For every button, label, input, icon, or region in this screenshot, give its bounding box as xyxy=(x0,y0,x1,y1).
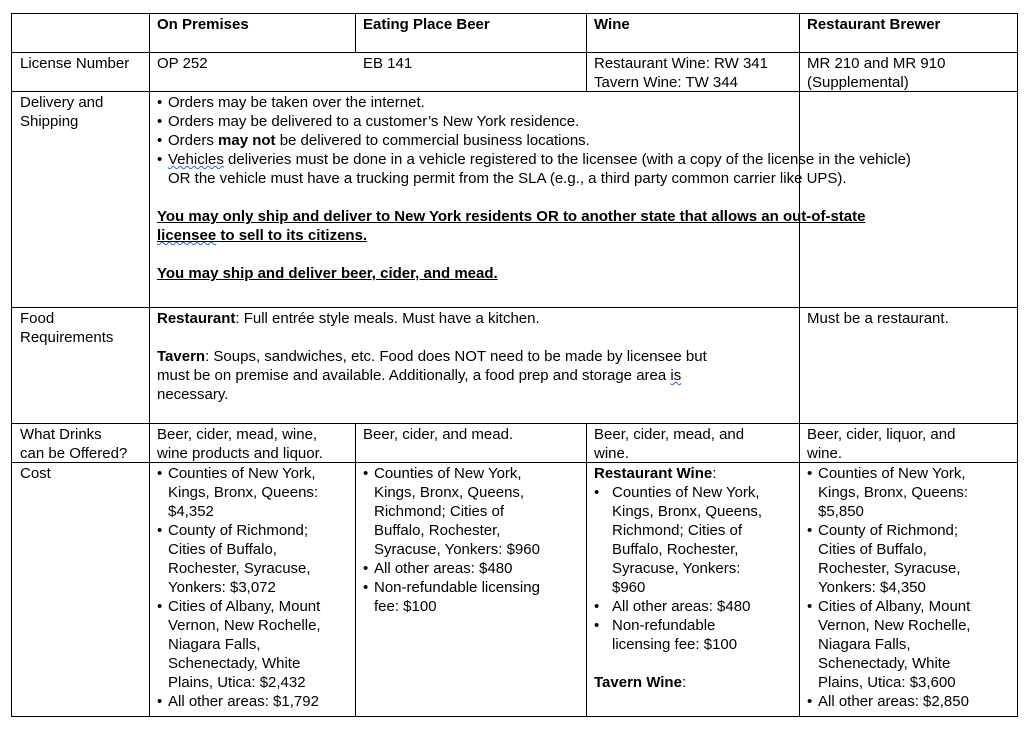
cost-line: Cities of Buffalo, xyxy=(818,541,927,558)
cost-line: • Counties of New York, xyxy=(612,484,760,501)
cost-on-premises xyxy=(157,464,321,711)
shipping-notice: You may ship and deliver beer, cider, and mead. xyxy=(157,265,498,282)
food-label: Tavern xyxy=(157,348,206,365)
list-item-text: Orders may be taken over the internet. xyxy=(168,94,425,111)
spellcheck-word: Vehicles xyxy=(168,151,224,168)
row-label-line: Requirements xyxy=(20,329,114,346)
drinks-wine xyxy=(594,425,744,463)
row-divider xyxy=(11,13,1018,14)
cost-item xyxy=(807,464,971,521)
cost-line: Yonkers: $4,350 xyxy=(818,579,926,596)
food-tavern xyxy=(157,347,793,404)
food-brewer: Must be a restaurant. xyxy=(807,310,949,327)
row-label-line: Food xyxy=(20,310,55,327)
cost-item xyxy=(594,616,762,654)
cost-line: • County of Richmond; xyxy=(818,522,959,539)
cost-list xyxy=(807,464,971,711)
cost-line: Vernon, New Rochelle, xyxy=(818,617,971,634)
cost-line: Schenectady, White xyxy=(168,655,301,672)
cost-item xyxy=(594,597,762,616)
cost-line: $5,850 xyxy=(818,503,864,520)
cost-line: Niagara Falls, xyxy=(818,636,911,653)
food-content xyxy=(157,309,793,404)
notice-text: to sell to its citizens. xyxy=(216,227,368,244)
colon: : xyxy=(681,674,687,691)
cost-line: Vernon, New Rochelle, xyxy=(168,617,321,634)
cost-subheading: Tavern Wine xyxy=(594,674,682,691)
list-item xyxy=(157,112,1012,131)
header-wine: Wine xyxy=(594,16,630,33)
row-label-line: What Drinks xyxy=(20,426,102,443)
list-item-line xyxy=(168,150,1012,169)
license-wine-line: Restaurant Wine: RW 341 xyxy=(594,55,768,72)
row-label-cost: Cost xyxy=(20,465,51,482)
column-divider xyxy=(355,13,356,52)
colon: : xyxy=(712,465,717,482)
cost-line: Schenectady, White xyxy=(818,655,951,672)
cost-wine-heading xyxy=(594,673,762,692)
list-item-text: be delivered to commercial business locations. xyxy=(275,132,590,149)
list-item xyxy=(157,150,1012,188)
drinks-line: Beer, cider, mead, and xyxy=(594,426,745,443)
license-wine-line: Tavern Wine: TW 344 xyxy=(594,74,738,91)
license-brewer-line: (Supplemental) xyxy=(807,74,909,91)
cost-line: Kings, Bronx, Queens: xyxy=(168,484,319,501)
notice-line: You may only ship and deliver to New York residents OR to another state that allows an out-of-state xyxy=(157,208,866,225)
license-restaurant-brewer xyxy=(807,54,945,92)
cost-item xyxy=(157,521,321,597)
header-eating-place-beer: Eating Place Beer xyxy=(363,16,490,33)
cost-item xyxy=(363,578,540,616)
column-divider xyxy=(586,423,587,716)
cost-line: Kings, Bronx, Queens, xyxy=(374,484,525,501)
row-divider xyxy=(11,307,1018,308)
cost-line: • County of Richmond; xyxy=(168,522,309,539)
license-on-premises: OP 252 xyxy=(157,55,208,72)
cost-line: Syracuse, Yonkers: $960 xyxy=(374,541,540,558)
list-item-line: OR the vehicle must have a trucking permit from the SLA (e.g., a third party common carrier like UPS). xyxy=(168,170,847,187)
food-line xyxy=(157,347,793,366)
cost-list xyxy=(157,464,321,711)
license-eating-place-beer: EB 141 xyxy=(363,55,413,72)
cost-line: Kings, Bronx, Queens, xyxy=(612,503,763,520)
cost-line: Buffalo, Rochester, xyxy=(374,522,501,539)
license-brewer-line: MR 210 and MR 910 xyxy=(807,55,946,72)
food-text: : Soups, sandwiches, etc. Food does NOT need to be made by licensee but xyxy=(205,348,707,365)
cost-list xyxy=(594,483,762,654)
cost-line: Plains, Utica: $3,600 xyxy=(818,674,956,691)
cost-item xyxy=(157,692,321,711)
table-border-bottom xyxy=(11,716,1018,717)
cost-line: $960 xyxy=(612,579,646,596)
drinks-restaurant-brewer xyxy=(807,425,955,463)
delivery-list xyxy=(157,93,1012,188)
spacer xyxy=(157,328,793,347)
drinks-line: wine products and liquor. xyxy=(157,445,323,462)
license-wine xyxy=(594,54,768,92)
notice-line xyxy=(157,226,1012,245)
cost-subheading: Restaurant Wine xyxy=(594,465,713,482)
list-item-text: deliveries must be done in a vehicle registered to the licensee (with a copy of the license in the vehicle) xyxy=(223,151,911,168)
cost-item xyxy=(157,464,321,521)
list-item xyxy=(157,93,1012,112)
spellcheck-word: is xyxy=(670,367,682,384)
cost-line: • Counties of New York, xyxy=(168,465,316,482)
row-label-food xyxy=(20,309,113,347)
drinks-line: wine. xyxy=(594,445,630,462)
cost-wine xyxy=(594,464,762,692)
food-line xyxy=(157,366,793,385)
row-divider xyxy=(11,52,1018,53)
drinks-line: Beer, cider, mead, wine, xyxy=(157,426,318,443)
cost-item xyxy=(807,597,971,692)
spellcheck-word: licensee xyxy=(157,227,217,244)
column-divider xyxy=(149,13,150,716)
cost-line: • All other areas: $1,792 xyxy=(168,693,319,710)
cost-line: Buffalo, Rochester, xyxy=(612,541,739,558)
cost-line: • Cities of Albany, Mount xyxy=(818,598,971,615)
cost-line: • Non-refundable licensing xyxy=(374,579,540,596)
spacer xyxy=(594,654,762,673)
cost-line: Cities of Buffalo, xyxy=(168,541,277,558)
food-restaurant xyxy=(157,309,793,328)
list-item-text: Orders may be delivered to a customer’s New York residence. xyxy=(168,113,580,130)
cost-line: fee: $100 xyxy=(374,598,437,615)
cost-line: Rochester, Syracuse, xyxy=(168,560,311,577)
cost-line: Richmond; Cities of xyxy=(374,503,505,520)
cost-item xyxy=(157,597,321,692)
cost-line: Niagara Falls, xyxy=(168,636,261,653)
header-restaurant-brewer: Restaurant Brewer xyxy=(807,16,941,33)
list-item xyxy=(157,131,1012,150)
shipping-notice xyxy=(157,207,1012,245)
cost-line: • All other areas: $480 xyxy=(612,598,751,615)
cost-line: Syracuse, Yonkers: xyxy=(612,560,741,577)
cost-eating-place-beer xyxy=(363,464,540,616)
cost-line: • All other areas: $2,850 xyxy=(818,693,969,710)
cost-line: Yonkers: $3,072 xyxy=(168,579,276,596)
header-on-premises: On Premises xyxy=(157,16,249,33)
food-text: must be on premise and available. Additionally, a food prep and storage area xyxy=(157,367,671,384)
drinks-on-premises xyxy=(157,425,323,463)
emphasis-text: may not xyxy=(218,132,276,149)
spacer xyxy=(157,245,1012,264)
cost-line: • Non-refundable xyxy=(612,617,716,634)
cost-line: • Counties of New York, xyxy=(374,465,522,482)
row-divider xyxy=(11,423,1018,424)
row-label-line: can be Offered? xyxy=(20,445,128,462)
cost-item xyxy=(363,559,540,578)
cost-line: Kings, Bronx, Queens: xyxy=(818,484,969,501)
food-text: : Full entrée style meals. Must have a kitchen. xyxy=(235,310,540,327)
cost-item xyxy=(807,692,971,711)
cost-line: Plains, Utica: $2,432 xyxy=(168,674,306,691)
row-label-drinks xyxy=(20,425,127,463)
drinks-line: wine. xyxy=(807,445,843,462)
table-border-left xyxy=(11,13,12,716)
cost-line: • Counties of New York, xyxy=(818,465,966,482)
drinks-eating-place-beer: Beer, cider, and mead. xyxy=(363,426,514,443)
cost-item xyxy=(807,521,971,597)
cost-list xyxy=(363,464,540,616)
cost-line: • Cities of Albany, Mount xyxy=(168,598,321,615)
cost-item xyxy=(594,483,762,597)
row-label-line: Delivery and xyxy=(20,94,104,111)
delivery-content xyxy=(157,93,1012,283)
row-label-line: Shipping xyxy=(20,113,79,130)
cost-restaurant-brewer xyxy=(807,464,971,711)
cost-line: licensing fee: $100 xyxy=(612,636,738,653)
cost-item xyxy=(363,464,540,559)
food-line: necessary. xyxy=(157,386,229,403)
cost-line: Richmond; Cities of xyxy=(612,522,743,539)
table-border-right xyxy=(1017,13,1018,716)
food-label: Restaurant xyxy=(157,310,236,327)
row-label-license-number: License Number xyxy=(20,55,130,72)
cost-line: • All other areas: $480 xyxy=(374,560,513,577)
spacer xyxy=(157,188,1012,207)
drinks-line: Beer, cider, liquor, and xyxy=(807,426,956,443)
cost-line: $4,352 xyxy=(168,503,214,520)
cost-wine-heading xyxy=(594,464,762,483)
cost-line: Rochester, Syracuse, xyxy=(818,560,961,577)
list-item-text: Orders xyxy=(168,132,219,149)
row-label-delivery xyxy=(20,93,103,131)
column-divider xyxy=(355,423,356,716)
